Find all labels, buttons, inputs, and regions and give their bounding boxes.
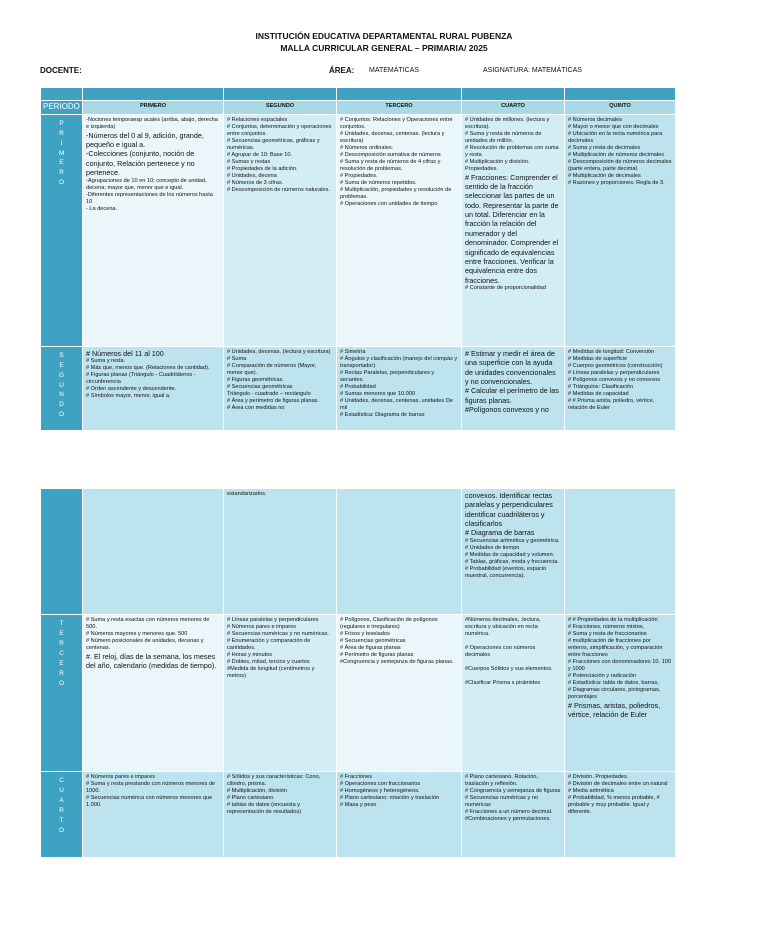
curriculum-item: # Descomposición de números decimales (parte entera, parte decimal. — [568, 158, 672, 172]
curriculum-item: # Descomposición de números naturales. — [227, 186, 330, 193]
curriculum-item: # Suma y resta exactas con números menores de 500. — [86, 617, 210, 630]
curriculum-item: # Triángulos: Clasificación — [568, 383, 633, 390]
curriculum-item: -Números del 0 al 9, adición, grande, pequeño e igual a. — [86, 130, 204, 150]
period-letter: R — [59, 639, 64, 647]
period-row-cuarto — [41, 772, 676, 858]
period-letter: R — [59, 129, 64, 137]
grade-header-primero: PRIMERO — [83, 101, 224, 115]
curriculum-item: -Agrupaciones de 10 en 10; concepto de unidad, decena; mayor que, menor que e igual. — [86, 177, 207, 191]
header-bar — [41, 88, 676, 101]
curriculum-item: # Mayor o menor que con decimales — [568, 123, 659, 130]
curriculum-item: # Número posicionales de unidades, decenas y centenas. — [86, 637, 204, 651]
curriculum-item — [465, 659, 561, 666]
curriculum-item: # Números mayores y menores que. 500 — [86, 630, 188, 637]
period-row-tercero — [41, 615, 676, 772]
content-cell — [83, 615, 224, 772]
curriculum-item: # # Propiedades de la multiplicación — [568, 617, 658, 623]
content-cell — [462, 615, 565, 772]
curriculum-item: # Multiplicación de decimales — [568, 172, 641, 179]
curriculum-item: # Líneas paralelas y perpendiculares — [227, 617, 319, 623]
curriculum-item: # Unidades, decenas, centenas. (lectura y escritura) — [340, 130, 445, 144]
curriculum-item: # Estadística: Diagrama de barras — [340, 411, 425, 418]
period-label — [41, 346, 83, 430]
period-letter: C — [59, 777, 64, 784]
period-letter: P — [59, 119, 64, 127]
curriculum-item: # Plano cartesiano — [227, 794, 274, 801]
content-cell — [565, 489, 676, 615]
content-cell — [337, 615, 462, 772]
curriculum-item: -Diferentes representaciones de los números hasta 10 — [86, 191, 213, 205]
curriculum-item: #. El reloj, días de la semana, los meses del año, calendario (medidas de tiempo). — [86, 651, 217, 671]
curriculum-item: # Unidades de millones. (lectura y escritura). — [465, 116, 550, 130]
curriculum-item: # Conjuntos: Relaciones y Operaciones entre conjuntos. — [340, 116, 453, 130]
content-cell — [337, 114, 462, 346]
curriculum-item: # tablas de datos (encuesta y representación de resultados) — [227, 801, 302, 815]
curriculum-item: # Multiplicación y división. Propiedades. — [465, 158, 530, 172]
curriculum-item: # Comparación de números (Mayor, menor que). — [227, 362, 317, 376]
curriculum-table-part-1 — [40, 87, 676, 431]
content-cell — [565, 772, 676, 858]
period-letter: O — [59, 679, 64, 687]
period-letter: M — [58, 149, 65, 157]
content-cell — [462, 346, 565, 430]
curriculum-item: # División. Propiedades. — [568, 774, 629, 780]
curriculum-item — [465, 638, 561, 645]
curriculum-item: # Tablas, gráficas, moda y frecuencia. — [465, 558, 559, 565]
curriculum-item: # Fracciones, números mixtos, — [568, 623, 645, 630]
curriculum-item: # Simetría — [340, 348, 366, 355]
curriculum-item: # Media aritmética — [568, 787, 614, 794]
curriculum-item: # Horas y minutos — [227, 651, 273, 658]
period-letter: O — [59, 179, 64, 187]
period-letter: U — [59, 786, 64, 794]
curriculum-item: # Descomposición sumativa de números — [340, 151, 441, 158]
curriculum-item: estandarizados. — [227, 491, 267, 497]
period-letter: R — [59, 669, 64, 677]
curriculum-item: # Multiplicación, división — [227, 787, 288, 794]
period-letter: A — [59, 796, 64, 804]
curriculum-item: # # Prisma arista, poliedro, vértice, relación de Euler — [568, 397, 655, 411]
curriculum-item: # Área de figuras planas — [340, 644, 401, 651]
grade-header-cuarto: CUARTO — [462, 101, 565, 115]
curriculum-item: # Fracciones: Comprender el sentido de la fracción seleccionar las partes de un todo. Representar la parte de un total. Diferenciar en la fracción la relación del numerador y del denominador. Comprender el significado de equivalencias entre fracciones. Verificar la equivalencia entre dos fracciones. — [465, 172, 559, 285]
curriculum-item: # Operaciones con números decimales — [465, 644, 536, 658]
curriculum-item: # Suma y resta de números de 4 cifras y resolución de problemas. — [340, 158, 441, 172]
period-letter: T — [59, 620, 64, 627]
content-cell — [83, 114, 224, 346]
period-label — [41, 772, 83, 858]
curriculum-item: -Colecciones (conjunto, noción de conjunto, Relación pertenece y no pertenece. — [86, 149, 195, 178]
content-cell — [224, 346, 337, 430]
curriculum-item: # Frisos y teselados — [340, 630, 390, 637]
column-header-row — [41, 101, 676, 115]
curriculum-item: # Medidas de capacidad y volumen. — [465, 551, 555, 558]
curriculum-item: # Unidades, decenas, centenas, unidades De mil — [340, 397, 453, 411]
curriculum-item: # Operaciones con unidades de tiempo — [340, 200, 438, 207]
content-cell — [565, 615, 676, 772]
curriculum-item: #Medida de longitud (centímetros y metros) — [227, 665, 315, 679]
period-row-segundo-cont — [41, 489, 676, 615]
curriculum-item: # Símbolos mayor, menor, igual a. — [86, 393, 171, 400]
curriculum-item: -Nociones temporaesp acales (arriba, abajo, derecha e izquierda) — [86, 116, 218, 130]
curriculum-item: # Polígonos, Clasificación de polígonos (regulares e irregulares) — [340, 617, 438, 630]
curriculum-item: # Números pares e impares — [86, 774, 156, 780]
curriculum-item: # Suma y resta de fraccionarios — [568, 630, 647, 637]
curriculum-item: # Suma y resta. — [86, 358, 126, 365]
curriculum-item: # Polígonos convexos y no convexos — [568, 376, 661, 383]
content-cell — [224, 489, 337, 615]
period-letter: D — [59, 401, 64, 409]
curriculum-item: # Conjuntos, determinación y operaciones entre conjuntos. — [227, 123, 332, 137]
curriculum-item: convexos. Identificar rectas paralelas y perpendiculares identificar cuadriláteros y clasificarlos — [465, 491, 553, 529]
content-cell — [337, 489, 462, 615]
content-cell — [337, 772, 462, 858]
curriculum-item: # Estadística: tabla de datos, barras, — [568, 679, 659, 686]
content-cell — [83, 772, 224, 858]
curriculum-item: # Secuencias aritmética y geométrica. — [465, 537, 560, 544]
curriculum-item: # Dobles, mitad, tercios y cuartos — [227, 658, 310, 665]
curriculum-item: # Perímetro de figuras planas — [340, 651, 414, 658]
content-cell — [565, 114, 676, 346]
period-letter: T — [59, 816, 64, 824]
curriculum-item: # Números del 11 al 100 — [86, 348, 164, 358]
grade-header-quinto: QUINTO — [565, 101, 676, 115]
curriculum-item: # Probabilidad (eventos, espacio muestral, concurrencia). — [465, 565, 547, 579]
curriculum-item: # Resolución de problemas con suma y resta — [465, 144, 559, 158]
area-value: MATEMÁTICAS — [369, 67, 420, 74]
document-subtitle: MALLA CURRICULAR GENERAL – PRIMARIA/ 2025 — [280, 43, 488, 53]
curriculum-item: # Figuras geométricas. — [227, 376, 284, 383]
curriculum-item: # Multiplicación de números decimales — [568, 151, 665, 158]
curriculum-item: # Sólidos y sus características: Cono, cilindro, prisma. — [227, 774, 321, 787]
period-row-primero — [41, 114, 676, 346]
curriculum-item: # Orden ascendente y descendente. — [86, 386, 177, 393]
curriculum-item: # Probabilidad — [340, 383, 376, 390]
period-letter: O — [59, 411, 64, 419]
curriculum-item: # Relaciones espaciales — [227, 116, 288, 123]
period-letter: U — [59, 381, 64, 389]
curriculum-item: # Enumeración y comparación de cantidades. — [227, 637, 311, 651]
content-cell — [337, 346, 462, 430]
curriculum-item: # Secuencias numérica con números menores que 1.000. — [86, 794, 213, 808]
curriculum-item: # Sumas menores que 10.000 — [340, 390, 415, 397]
curriculum-item: # Plano cartesiano: rotación y traslación — [340, 794, 440, 801]
curriculum-item: # Más que, menos que. (Relaciones de cantidad). — [86, 365, 210, 372]
period-letter: R — [59, 806, 64, 814]
period-row-segundo — [41, 346, 676, 430]
content-cell — [224, 772, 337, 858]
asignatura-value: ASIGNATURA: MATEMÁTICAS — [483, 67, 582, 74]
institution-title: INSTITUCIÓN EDUCATIVA DEPARTAMENTAL RURAL PUBENZA — [255, 31, 513, 41]
period-letter: S — [59, 351, 64, 359]
curriculum-item: # Medidas de superficie — [568, 355, 628, 362]
curriculum-item: # Números de 3 cifras. — [227, 179, 284, 186]
curriculum-item: # Números ordinales. — [340, 144, 394, 151]
curriculum-item: # Homogéneos y heterogéneos. — [340, 787, 420, 794]
curriculum-item: # Sumas y restas — [227, 158, 271, 165]
curriculum-item: # Prismas, aristas, poliedros, vértice, relación de Euler — [568, 700, 661, 720]
curriculum-item: # Masa y peso — [340, 801, 377, 808]
period-letter: C — [59, 649, 64, 657]
curriculum-item: #Polígonos convexos y no — [465, 404, 549, 414]
curriculum-item: # Unidades de tiempo — [465, 544, 520, 551]
period-letter: E — [59, 629, 64, 637]
curriculum-item: # Suma de números repetidos. — [340, 179, 417, 186]
curriculum-item: Triángulo - cuadrado – rectángulo — [227, 390, 311, 397]
curriculum-item — [465, 673, 561, 680]
curriculum-item: # Unidades, decena — [227, 172, 277, 179]
content-cell — [83, 489, 224, 615]
content-cell — [462, 772, 565, 858]
content-cell — [83, 346, 224, 430]
period-label — [41, 615, 83, 772]
curriculum-item: # Estimar y medir el área de una superficie con la ayuda de unidades convencionales y no convencionales. — [465, 348, 556, 386]
curriculum-item: # Razones y proporciones. Regla de 3. — [568, 179, 665, 186]
period-letter: I — [60, 139, 63, 147]
curriculum-item: #Clasificar Prisma s pirámides — [465, 679, 541, 686]
curriculum-item: # Secuencias numéricas y no numéricas. — [227, 630, 329, 637]
curriculum-item: # Secuencias geométricas, gráficas y numéricas. — [227, 137, 320, 151]
curriculum-item: # Diagrama de barras — [465, 528, 535, 538]
curriculum-item: # Suma y resta prestando con números menores de 1000. — [86, 780, 216, 794]
curriculum-item: # Ubicación en la recta numérica para decimales — [568, 130, 663, 144]
curriculum-item: # Potenciación y radicación — [568, 672, 637, 679]
period-label-empty — [41, 489, 83, 615]
period-letter: E — [59, 361, 64, 369]
curriculum-item: # Números decimales — [568, 116, 623, 123]
period-letter: E — [59, 159, 64, 167]
curriculum-item: #Congruencia y semejanza de figuras planas. — [340, 658, 454, 665]
curriculum-item: #Cuerpos Sólidos y sus elementos. — [465, 665, 553, 672]
curriculum-item: #Combinaciones y permutaciones. — [465, 815, 551, 822]
period-letter: E — [59, 659, 64, 667]
curriculum-item: # Suma y resta de números de unidades de millón. — [465, 130, 542, 144]
curriculum-item: # Suma y resta de decimales — [568, 144, 641, 151]
curriculum-item: # Líneas paralelas y perpendiculares — [568, 369, 660, 376]
curriculum-item: # Rectas Paralelas, perpendiculares y secantes. — [340, 369, 435, 383]
curriculum-item: # Área con medidas no — [227, 404, 285, 411]
curriculum-item: # Secuencias geométricas — [340, 637, 406, 644]
content-cell — [224, 114, 337, 346]
curriculum-item: # Multiplicación, propiedades y resolución de problemas. — [340, 186, 452, 200]
curriculum-item: # División de decimales entre un natural — [568, 780, 668, 787]
curriculum-item: # Congruencia y semejanza de figuras — [465, 787, 561, 794]
content-cell — [462, 114, 565, 346]
curriculum-item: # Secuencias numéricas y no numéricas — [465, 794, 539, 808]
content-cell — [462, 489, 565, 615]
content-cell — [565, 346, 676, 430]
curriculum-item: # Suma — [227, 355, 247, 362]
curriculum-item: # Fracciones a un número decimal. — [465, 808, 553, 815]
curriculum-table-part-2 — [40, 488, 676, 858]
curriculum-item: # Fracciones con denominadores 10. 100 y 1000 — [568, 658, 671, 672]
curriculum-item: # Propiedades de la adición. — [227, 165, 298, 172]
curriculum-item: # Operaciones con fraccionarios — [340, 780, 421, 787]
period-header: PERIODO — [41, 101, 83, 115]
area-label: ÁREA: — [329, 66, 355, 75]
grade-header-tercero: TERCERO — [337, 101, 462, 115]
curriculum-item: # Área y perímetro de figuras planas. — [227, 397, 320, 404]
curriculum-item: # Medidas de longitud: Conversión — [568, 348, 655, 355]
curriculum-item: # Figuras planas (Triángulo - Cuadriláteros - circunferencia — [86, 372, 196, 386]
period-label — [41, 114, 83, 346]
curriculum-item: # Probabilidad, % menos probable, # probable y muy probable. Igual y diferente. — [568, 794, 660, 815]
curriculum-item: # multiplicación de fracciones por enteros, simplificación, y comparación entre fracciones — [568, 637, 663, 658]
curriculum-item: # Diagramas circulares, pictogramas, porcentajes — [568, 686, 661, 700]
curriculum-item: # Medidas de capacidad — [568, 390, 629, 397]
curriculum-item: # Calcular el perímetro de las figuras planas. — [465, 386, 559, 405]
curriculum-item: # Plano cartesiano. Rotación, traslación y reflexión. — [465, 774, 539, 787]
curriculum-item: # Propiedades. — [340, 172, 378, 179]
curriculum-item: # Secuencias geométricas — [227, 383, 293, 390]
curriculum-item: # Unidades, decenas. (lectura y escritura) — [227, 348, 331, 355]
docente-label: DOCENTE: — [40, 66, 82, 75]
curriculum-item: - La decena. — [86, 205, 118, 212]
period-letter: G — [59, 371, 64, 379]
period-letter: O — [59, 826, 64, 834]
grade-header-segundo: SEGUNDO — [224, 101, 337, 115]
curriculum-item: # Agrupar de 10: Base 10. — [227, 151, 292, 158]
period-letter: R — [59, 169, 64, 177]
period-letter: N — [59, 391, 64, 399]
curriculum-item: # Ángulos y clasificación (manejo del compás y transportador). — [340, 355, 458, 369]
curriculum-item: #Números decimales, .lectura, escritura y ubicación en recta numérica. — [465, 617, 541, 637]
curriculum-item: # Constante de proporcionalidad — [465, 284, 546, 291]
curriculum-item: # Cuerpos geométricos (construcción) — [568, 362, 663, 369]
content-cell — [224, 615, 337, 772]
curriculum-item: # Fracciones — [340, 774, 373, 780]
curriculum-item: # Números pares e impares — [227, 623, 297, 630]
